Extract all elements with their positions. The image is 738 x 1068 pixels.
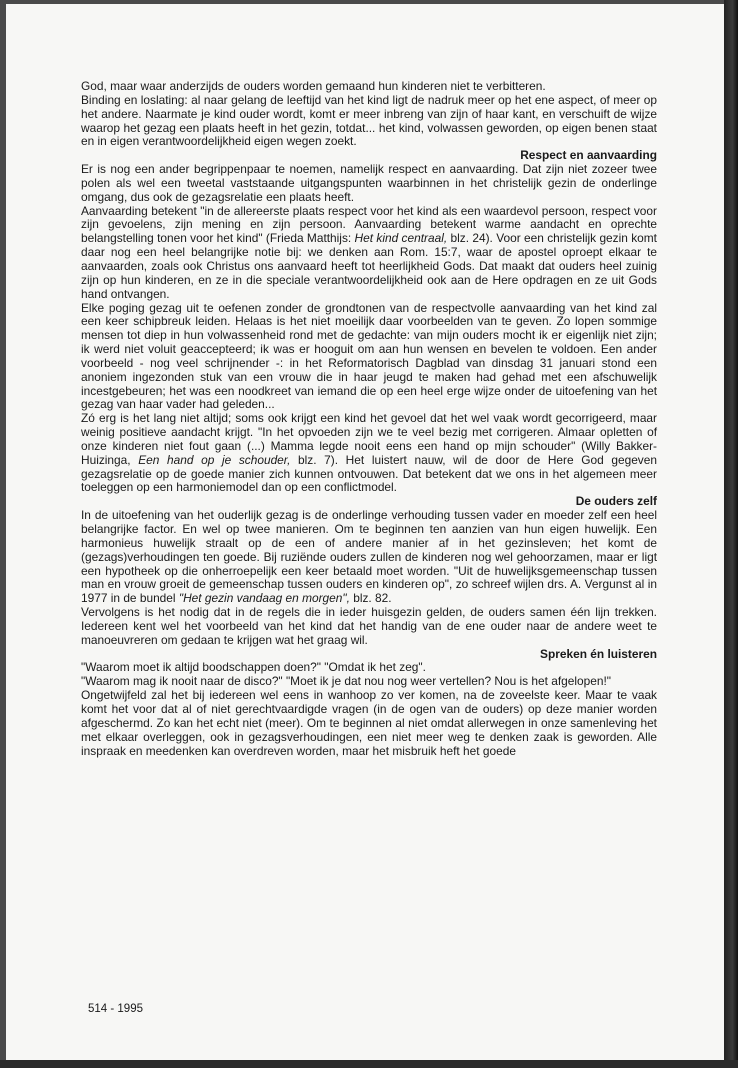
section-heading: Spreken én luisteren [540,646,657,661]
paragraph-text: Zó erg is het lang niet altijd; soms ook krijgt een kind het gevoel dat het wel vaak wordt gecorrigeerd, maar weinig positieve aandacht krijgt. "In het opvoeden zijn we te veel bezig met corrigeren. Almaar opletten of onze kinderen niet fout gaan (...) Mamma legde nooit eens een hand op mijn schouder" (Willy Bakker-Huizinga, [81,411,657,467]
paragraph: Vervolgens is het nodig dat in de regels die in ieder huisgezin gelden, de ouders samen één lijn trekken. Iedereen kent wel het voorbeeld van het kind dat het handig van de ene ouder naar de andere weet te manoeuvreren om gedaan te krijgen wat het graag wil. [81,605,657,647]
paragraph [81,509,657,606]
paragraph-text: blz. 24). Voor een christelijk gezin komt daar nog een heel belangrijke notie bij: we denken aan Rom. 15:7, waar de apostel oproept elkaar te aanvaarden, zoals ook Christus ons aanvaard heeft tot heerlijkheid Gods. Dat maakt dat ouders heel zuinig zijn op hun kinderen, en ze in die speciale verantwoordelijkheid ook aan de Here opdragen en ze uit Gods hand ontvangen. [81,231,657,301]
page-number: 514 - 1995 [88,1003,143,1015]
citation-title: "Het gezin vandaag en morgen", [178,591,350,606]
citation-title: Een hand op je schouder, [138,452,291,467]
paragraph [81,205,657,302]
book-spine [724,0,738,1068]
paragraph [81,412,657,495]
paragraph: "Waarom moet ik altijd boodschappen doen?" "Omdat ik het zeg". [81,660,426,675]
paragraph: God, maar waar anderzijds de ouders worden gemaand hun kinderen niet te verbitteren. [81,79,546,93]
paragraph: Elke poging gezag uit te oefenen zonder de grondtonen van de respectvolle aanvaarding van het kind zal een keer schipbreuk leiden. Helaas is het niet moeilijk daar voorbeelden van te geven. Zo lopen sommige mensen tot diep in hun volwassenheid rond met de gedachte: van mijn ouders mocht ik er eigenlijk niet zijn; ik werd niet voluit geaccepteerd; ik was er hooguit om aan hun wensen en bevelen te voldoen. Een ander voorbeeld - nog veel schrijnender -: in het Reformatorisch Dagblad van dinsdag 31 januari stond een anoniem ingezonden stuk van een vrouw die in haar jeugd te maken had gehad met een afschuwelijk incestgebeuren; het was een noodkreet van iemand die op een heel erge wijze onder de uitoefening van het gezag van haar vader had geleden... [81,300,657,412]
section-heading: De ouders zelf [575,494,657,509]
paragraph-text: Aanvaarding betekent "in de allereerste plaats respect voor het kind als een waardevol persoon, respect voor zijn gevoelens, zijn mening en zijn persoon. Aanvaarding betekent warme aandacht en oprechte belangstelling tonen voor het kind" (Frieda Matthijs: [81,203,657,246]
paragraph-text: blz. 82. [349,591,392,606]
paragraph: "Waarom mag ik nooit naar de disco?" "Moet ik je dat nou nog weer vertellen? Nou is het afgelopen!" [81,674,612,689]
citation-title: Het kind centraal, [354,231,448,246]
section-heading: Respect en aanvaarding [520,148,657,163]
scan-edge [0,1060,738,1068]
paragraph: Binding en loslating: al naar gelang de leeftijd van het kind ligt de nadruk meer op het ene aspect, of meer op het andere. Naarmate je kind ouder wordt, komt er meer inbreng van zijn of haar kant, en verschuift de wijze waarop het gezag een plaats heeft in het gezin, totdat... het kind, volwassen geworden, op eigen benen staat en in eigen verantwoordelijkheid eigen wegen zoekt. [81,92,657,149]
paragraph-text: In de uitoefening van het ouderlijk gezag is de onderlinge verhouding tussen vader en moeder zelf een heel belangrijke factor. En wel op twee manieren. Om te beginnen ten aanzien van hun eigen huwelijk. Een harmonieus huwelijk straalt op de een of andere manier af in het gezinsleven; het komt de (gezags)verhoudingen ten goede. Bij ruziënde ouders zullen de kinderen nog wel gehoorzamen, maar er ligt een hypotheek op die onherroepelijk een keer betaald moet worden. "Uit de huwelijksgemeenschap tussen man en vrouw groeit de gemeenschap tussen ouders en kinderen op", zo schreef wijlen drs. A. Vergunst al in 1977 in de bundel [81,508,657,606]
paragraph: Er is nog een ander begrippenpaar te noemen, namelijk respect en aanvaarding. Dat zijn niet zozeer twee polen als wel een tweetal vaststaande uitgangspunten waarbinnen in het christelijk gezin de onderlinge omgang, dus ook de gezagsrelatie een plaats heeft. [81,162,657,204]
paragraph-text: blz. 7). Het luistert nauw, wil de door de Here God gegeven gezagsrelatie op de goede manier zich kunnen ontvouwen. Dat betekent dat we ons in het algemeen meer toeleggen op een harmoniemodel dan op een conflictmodel. [81,452,657,495]
paragraph: Ongetwijfeld zal het bij iedereen wel eens in wanhoop zo ver komen, na de zoveelste keer. Maar te vaak komt het voor dat al of niet gerechtvaardigde vragen (in de ogen van de ouders) op deze manier worden afgeschermd. Zo kan het echt niet (meer). Om te beginnen al niet omdat allerwegen in onze samenleving het met elkaar overleggen, ook in gezagsverhoudingen, een niet meer weg te denken zaak is geworden. Alle inspraak en meedenken kan overdreven worden, maar het misbruik heft het goede [81,688,657,758]
article-body [81,80,657,758]
